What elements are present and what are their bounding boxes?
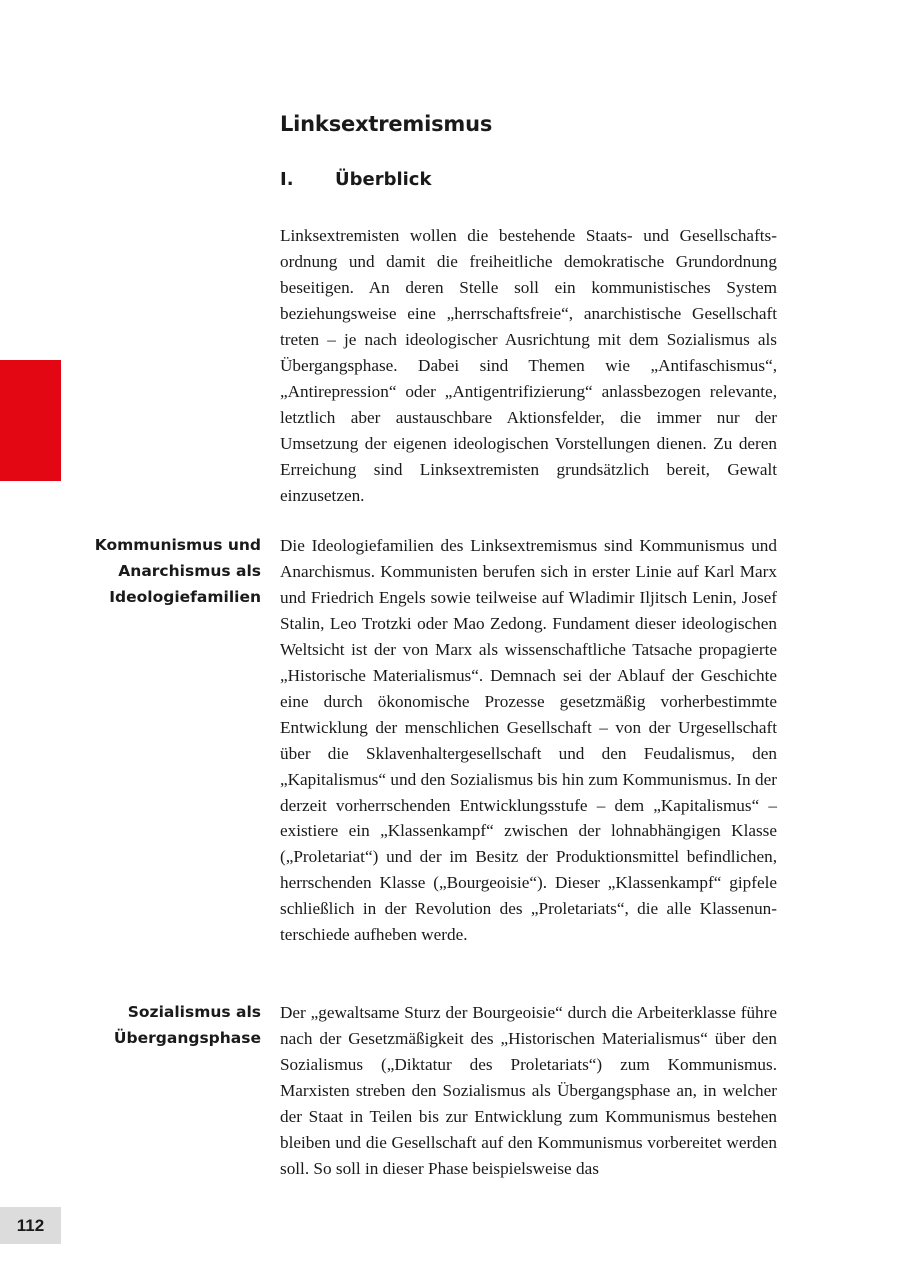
section-number: I.	[280, 169, 294, 190]
section-title: Überblick	[335, 169, 432, 190]
paragraph-ideology-families: Die Ideologiefamilien des Linksextremismus sind Kommunismus und Anarchismus. Kommunisten berufen sich in erster Linie auf Karl Marx und Friedrich Engels sowie teilweise auf Wladimir Iljitsch Lenin, Josef Stalin, Leo Trotzki oder Mao Zedong. Fundament dieser ideologischen Weltsicht ist der von Marx als wissenschaftliche Tatsache propagierte „Historische Materialismus“. Demnach sei der Ablauf der Geschichte eine durch ökonomische Prozesse gesetzmäßig vorherbestimmte Entwicklung der menschlichen Gesellschaft – von der Urgesellschaft über die Sklavenhaltergesellschaft und den Feudalismus, den „Kapitalismus“ und den Sozialismus bis hin zum Kommunismus. In der derzeit vorherrschenden Entwicklungsstufe – dem „Kapitalismus“ – existiere ein „Klassenkampf“ zwischen der lohnabhängigen Klasse („Proletariat“) und der im Besitz der Produktionsmittel befindlichen, herrschenden Klasse („Bourgeoisie“). Dieser „Klassenkampf“ gipfele schließlich in der Revolution des „Proletariats“, die alle Klassenunterschiede aufheben werde.	[280, 536, 777, 945]
page-number: 112	[0, 1207, 61, 1244]
margin-note-line: Anarchismus als	[118, 561, 261, 580]
chapter-color-tab	[0, 360, 61, 481]
margin-note-line: Ideologiefamilien	[109, 587, 261, 606]
margin-note-line: Kommunismus und	[94, 536, 261, 554]
paragraph-overview: Linksextremisten wollen die bestehende Staats- und Gesellschaftsordnung und damit die freiheitliche demokratische Grundordnung beseitigen. An deren Stelle soll ein kommunistisches System beziehungsweise eine „herrschaftsfreie“, anarchistische Gesellschaft treten – je nach ideologischer Ausrichtung mit dem Sozialismus als Übergangsphase. Dabei sind Themen wie „Antifaschismus“, „Antirepression“ oder „Antigentrifizierung“ anlassbezogen relevante, letztlich aber austauschbare Aktionsfelder, die immer nur der Umsetzung der eigenen ideologischen Vorstellungen dienen. Zu deren Erreichung sind Linksextremisten grundsätzlich bereit, Gewalt einzusetzen.	[280, 226, 777, 505]
section-heading	[280, 169, 431, 190]
margin-note-transition-phase	[61, 1000, 261, 1052]
paragraph-socialism-transition: Der „gewaltsame Sturz der Bourgeoisie“ durch die Arbeiterklasse führe nach der Gesetzmäßigkeit des „Historischen Materialismus“ über den Sozialismus („Diktatur des Proletariats“) zum Kommunismus. Marxisten streben den Sozialismus als Übergangsphase an, in welcher der Staat in Teilen bis zur Entwicklung zum Kommunismus bestehen bleiben und die Gesellschaft auf den Kommunismus vorbereitet werden soll. So soll in dieser Phase beispielsweise das	[280, 1003, 777, 1178]
margin-note-line: Sozialismus als	[127, 1003, 261, 1021]
margin-note-line: Übergangsphase	[113, 1028, 261, 1047]
margin-note-ideology-families	[61, 533, 261, 611]
chapter-title: Linksextremismus	[280, 112, 493, 136]
